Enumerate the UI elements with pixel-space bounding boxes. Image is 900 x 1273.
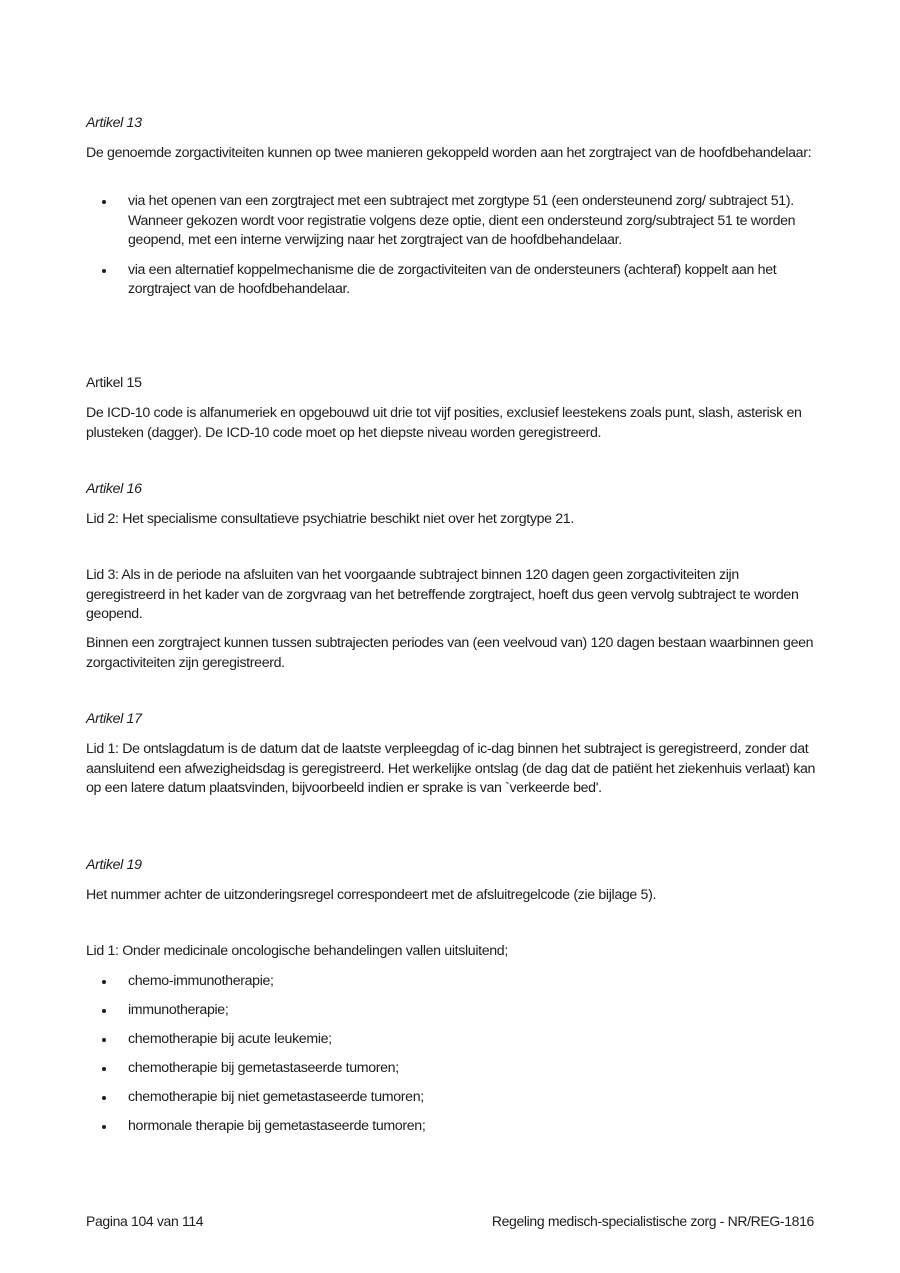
artikel-15-text: De ICD-10 code is alfanumeriek en opgebouwd uit drie tot vijf posities, exclusief leestekens zoals punt, slash, asterisk en plusteken (dagger). De ICD-10 code moet op het diepste niveau worden geregistreerd.	[86, 405, 802, 441]
artikel-16-lid-2: Lid 2: Het specialisme consultatieve psychiatrie beschikt niet over het zorgtype 21.	[86, 511, 574, 527]
list-item: via het openen van een zorgtraject met een subtraject met zorgtype 51 (een ondersteunend zorg/ subtraject 51). Wanneer gekozen wordt voor registratie volgens deze optie, dient een ondersteund zorg/subtraject 51 te worden geopend, met een interne verwijzing naar het zorgtraject van de hoofdbehandelaar.	[86, 192, 806, 251]
bullet-icon	[102, 1125, 106, 1129]
artikel-13-intro: De genoemde zorgactiviteiten kunnen op twee manieren gekoppeld worden aan het zorgtraject van de hoofdbehandelaar:	[86, 145, 812, 161]
artikel-13-heading: Artikel 13	[86, 115, 142, 131]
artikel-15-heading: Artikel 15	[86, 375, 142, 391]
list-item: immunotherapie;	[86, 1001, 806, 1021]
artikel-19-bullet-list	[86, 972, 806, 1137]
bullet-icon	[102, 980, 106, 984]
artikel-19-heading: Artikel 19	[86, 857, 142, 873]
artikel-16-heading: Artikel 16	[86, 481, 142, 497]
list-item: chemotherapie bij acute leukemie;	[86, 1030, 806, 1050]
list-item: chemotherapie bij niet gemetastaseerde tumoren;	[86, 1088, 806, 1108]
artikel-19-lid-1: Lid 1: Onder medicinale oncologische behandelingen vallen uitsluitend;	[86, 943, 508, 959]
bullet-icon	[102, 269, 106, 273]
bullet-icon	[102, 1038, 106, 1042]
footer-page-number: Pagina 104 van 114	[86, 1213, 204, 1229]
footer-document-title: Regeling medisch-specialistische zorg - NR/REG-1816	[491, 1213, 814, 1229]
list-item: via een alternatief koppelmechanisme die de zorgactiviteiten van de ondersteuners (achteraf) koppelt aan het zorgtraject van de hoofdbehandelaar.	[86, 261, 806, 300]
artikel-17-lid-1: Lid 1: De ontslagdatum is de datum dat de laatste verpleegdag of ic-dag binnen het subtraject is geregistreerd, zonder dat aansluitend een afwezigheidsdag is geregistreerd. Het werkelijke ontslag (de dag dat de patiënt het ziekenhuis verlaat) kan op een latere datum plaatsvinden, bijvoorbeeld indien er sprake is van `verkeerde bed'.	[86, 741, 816, 796]
bullet-icon	[102, 200, 106, 204]
artikel-16-extra: Binnen een zorgtraject kunnen tussen subtrajecten periodes van (een veelvoud van) 120 dagen bestaan waarbinnen geen zorgactiviteiten zijn geregistreerd.	[86, 635, 814, 671]
artikel-17-heading: Artikel 17	[86, 711, 142, 727]
artikel-16-lid-3: Lid 3: Als in de periode na afsluiten van het voorgaande subtraject binnen 120 dagen geen zorgactiviteiten zijn geregistreerd in het kader van de zorgvraag van het betreffende zorgtraject, hoeft dus geen vervolg subtraject te worden geopend.	[86, 567, 799, 622]
artikel-13-bullet-list	[86, 192, 806, 300]
bullet-icon	[102, 1096, 106, 1100]
artikel-19-text: Het nummer achter de uitzonderingsregel correspondeert met de afsluitregelcode (zie bijlage 5).	[86, 887, 657, 903]
bullet-icon	[102, 1067, 106, 1071]
list-item: chemo-immunotherapie;	[86, 972, 806, 992]
list-item: hormonale therapie bij gemetastaseerde tumoren;	[86, 1117, 806, 1137]
list-item: chemotherapie bij gemetastaseerde tumoren;	[86, 1059, 806, 1079]
bullet-icon	[102, 1009, 106, 1013]
